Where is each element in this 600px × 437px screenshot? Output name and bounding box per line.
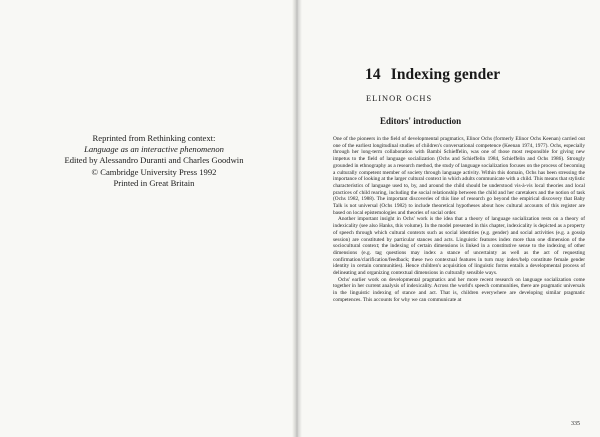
reprint-notice: [54, 133, 254, 189]
page-number: 335: [571, 421, 580, 427]
chapter-number: 14: [365, 66, 381, 83]
chapter-heading: [365, 66, 500, 84]
body-paragraph: Ochs' earlier work on developmental pragmatics and her more recent research on language socialization come together in her current analysis of indexicality. Across the world's speech communities, there are pragmatic universals in the linguistic indexing of stance and act. That is, children everywhere are developing similar pragmatic competences. This accounts for why we can communicate at: [333, 276, 585, 303]
section-heading: Editors' introduction: [380, 116, 462, 126]
book-gutter: [292, 0, 302, 437]
reprint-line: © Cambridge University Press 1992: [91, 166, 217, 177]
body-paragraph: Another important insight in Ochs' work is the idea that a theory of language socialization rests on a theory of indexicality (see also Hanks, this volume). In the model presented in this chapter, indexicality is depicted as a property of speech through which cultural contexts such as social identities (e.g. gender) and social activities (e.g. a gossip session) are constituted by particular stances and acts. Linguistic features index more than one dimension of the sociocultural context; the indexing of certain dimensions is linked in a constitutive sense to the indexing of other dimensions (e.g. tag questions may index a stance of uncertainty as well as the act of requesting confirmation/clarification/feedback; these two contextual features in turn may index/help constitute female gender identity in certain communities). Hence children's acquisition of linguistic forms entails a developmental process of delineating and organizing contextual dimensions in culturally sensible ways.: [333, 216, 585, 277]
reprint-line: Printed in Great Britain: [113, 177, 195, 188]
reprint-line: Reprinted from Rethinking context:: [92, 133, 216, 143]
body-text: [333, 136, 585, 304]
reprint-line: Edited by Alessandro Duranti and Charles Goodwin: [64, 155, 244, 166]
reprint-line: Language as an interactive phenomenon: [84, 144, 224, 155]
body-paragraph: One of the pioneers in the field of developmental pragmatics, Elinor Ochs (formerly Elinor Ochs Keenan) carried out one of the earliest longitudinal studies of children's conversational competence (Keenan 1974, 1977). Ochs, especially through her long-term collaboration with Bambi Schieffelin, was one of those most responsible for giving new impetus to the field of language socialization (Ochs and Schieffelin 1984, Schieffelin and Ochs 1986). Strongly grounded in ethnography as a research method, the study of language socialization focuses on the process of becoming a culturally competent member of society through language activity. Within this domain, Ochs has been stressing the importance of looking at the larger cultural context in which adults communicate with a child. This means that stylistic characteristics of language used to, by, and around the child should be understood vis-à-vis local theories and local practices of child rearing, including the social relationship between the child and her caretakers and the notion of task (Ochs 1982, 1988). The important discoveries of this line of research go beyond the empirical discovery that Baby Talk is not universal (Ochs 1982) to include theoretical hypotheses about how cultural accounts of this register are based on local epistemologies and theories of social order.: [333, 136, 585, 216]
left-page: [0, 0, 296, 437]
chapter-author: ELINOR OCHS: [366, 94, 433, 103]
chapter-title: Indexing gender: [390, 66, 501, 83]
